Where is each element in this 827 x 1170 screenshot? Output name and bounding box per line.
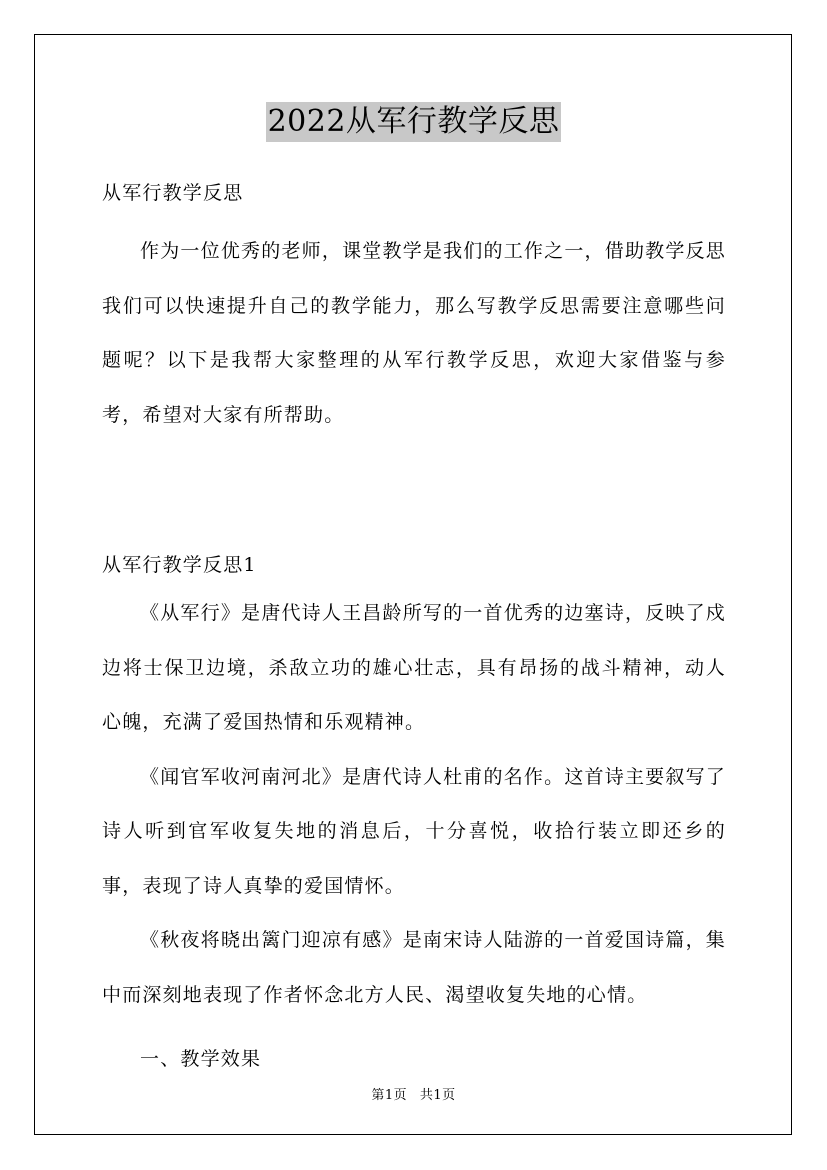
title-container	[0, 102, 827, 142]
section-heading: 从军行教学反思1	[102, 554, 257, 576]
page-footer	[0, 1084, 827, 1103]
document-title: 2022从军行教学反思	[266, 102, 562, 142]
section-paragraph: 《闻官军收河南河北》是唐代诗人杜甫的名作。这首诗主要叙写了诗人听到官军收复失地的消息后，十分喜悦，收拾行装立即还乡的事，表现了诗人真挚的爱国情怀。	[102, 765, 726, 897]
section-spacer	[102, 442, 726, 544]
intro-paragraph: 作为一位优秀的老师，课堂教学是我们的工作之一，借助教学反思我们可以快速提升自己的教学能力，那么写教学反思需要注意哪些问题呢？以下是我帮大家整理的从军行教学反思，欢迎大家借鉴与参考，希望对大家有所帮助。	[102, 240, 726, 426]
document-body	[102, 172, 726, 1086]
intro-heading: 从军行教学反思	[102, 182, 244, 204]
page-number-current: 第1页	[371, 1088, 408, 1103]
section-paragraph: 《秋夜将晓出篱门迎凉有感》是南宋诗人陆游的一首爱国诗篇，集中而深刻地表现了作者怀念北方人民、渴望收复失地的心情。	[102, 929, 726, 1006]
page-number-total: 共1页	[419, 1088, 456, 1103]
sub-heading-teaching-effect: 一、教学效果	[140, 1048, 262, 1070]
section-paragraph: 《从军行》是唐代诗人王昌龄所写的一首优秀的边塞诗，反映了戍边将士保卫边境，杀敌立功的雄心壮志，具有昂扬的战斗精神，动人心魄，充满了爱国热情和乐观精神。	[102, 602, 726, 733]
